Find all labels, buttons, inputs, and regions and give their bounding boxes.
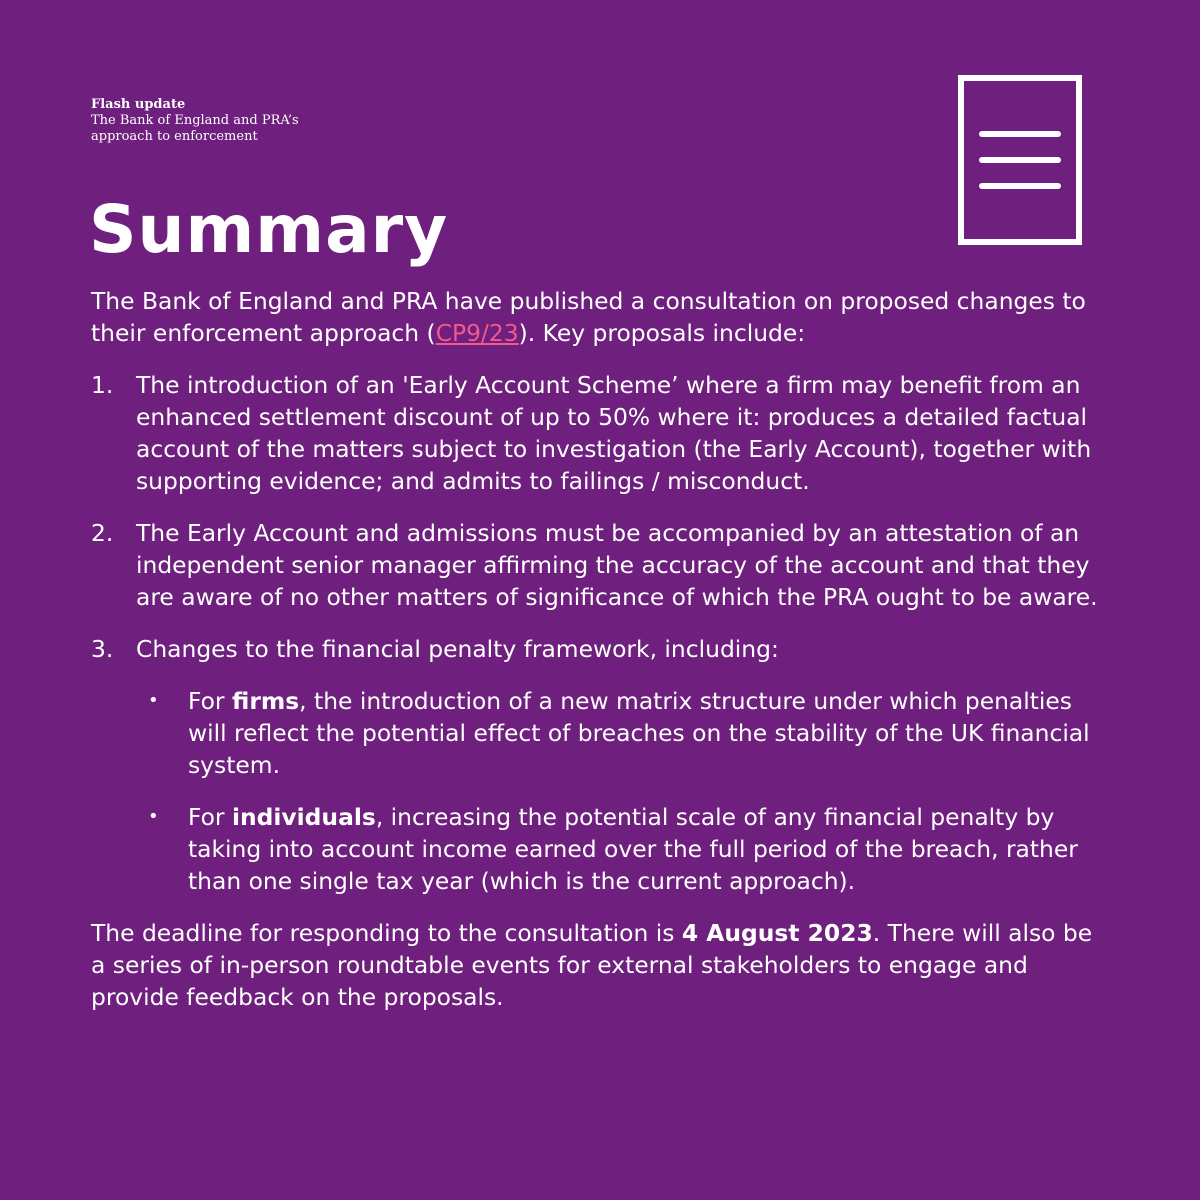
proposal-number: 2. bbox=[91, 519, 114, 547]
bullet-item-firms bbox=[136, 685, 1101, 781]
document-icon bbox=[958, 75, 1082, 245]
bullet-item-individuals bbox=[136, 801, 1101, 897]
header-kicker: Flash update bbox=[91, 97, 186, 112]
intro-text-before: The Bank of England and PRA have published a consultation on proposed changes to their enforcement approach ( bbox=[91, 287, 1086, 347]
proposal-text: The introduction of an 'Early Account Scheme’ where a firm may benefit from an enhanced settlement discount of up to 50% where it: produces a detailed factual account of the matters subject to investigation (the Early Account), together with supporting evidence; and admits to failings / misconduct. bbox=[136, 371, 1092, 495]
intro-text-after: ). Key proposals include: bbox=[518, 319, 806, 347]
proposal-number: 3. bbox=[91, 635, 114, 663]
proposal-item-2 bbox=[91, 517, 1101, 613]
closing-text-after: . There will also be a series of in-person roundtable events for external stakeholders to engage and provide feedback on the proposals. bbox=[91, 919, 1093, 1011]
intro-paragraph bbox=[91, 285, 1101, 349]
proposals-list bbox=[91, 369, 1101, 897]
penalty-bullets bbox=[136, 685, 1101, 897]
summary-content bbox=[91, 285, 1101, 1013]
bullet-bold-term: individuals bbox=[231, 803, 376, 831]
closing-text-before: The deadline for responding to the consultation is bbox=[91, 919, 682, 947]
cp9-23-link[interactable]: CP9/23 bbox=[435, 319, 519, 347]
bullet-prefix: For bbox=[188, 687, 232, 715]
closing-paragraph bbox=[91, 917, 1101, 1013]
bullet-text: , the introduction of a new matrix structure under which penalties will reflect the potential effect of breaches on the stability of the UK financial system. bbox=[188, 687, 1090, 779]
header bbox=[91, 97, 331, 145]
proposal-number: 1. bbox=[91, 371, 114, 399]
page-title: Summary bbox=[89, 191, 449, 268]
deadline-date: 4 August 2023 bbox=[681, 919, 873, 947]
proposal-item-3 bbox=[91, 633, 1101, 897]
header-subtitle: The Bank of England and PRA’s approach to enforcement bbox=[91, 113, 299, 144]
proposal-text: The Early Account and admissions must be accompanied by an attestation of an independent senior manager affirming the accuracy of the account and that they are aware of no other matters of significance of which the PRA ought to be aware. bbox=[136, 519, 1098, 611]
bullet-marker: • bbox=[148, 806, 159, 827]
bullet-bold-term: firms bbox=[231, 687, 300, 715]
proposal-text: Changes to the financial penalty framework, including: bbox=[136, 635, 779, 663]
bullet-prefix: For bbox=[188, 803, 232, 831]
bullet-text: , increasing the potential scale of any financial penalty by taking into account income earned over the full period of the breach, rather than one single tax year (which is the current approach). bbox=[188, 803, 1078, 895]
proposal-item-1 bbox=[91, 369, 1101, 497]
bullet-marker: • bbox=[148, 690, 159, 711]
